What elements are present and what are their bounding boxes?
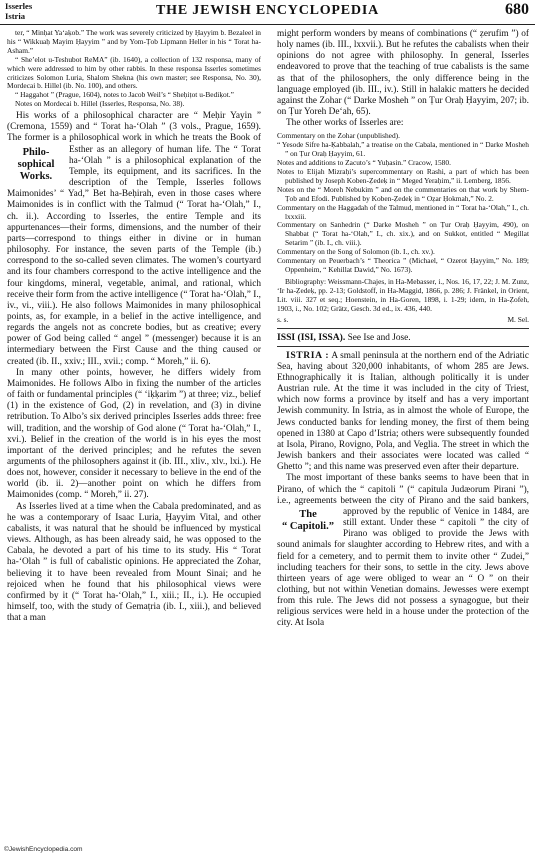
works-list [277, 132, 529, 275]
journal-title: THE JEWISH ENCYCLOPEDIA [156, 3, 379, 18]
signature-initials: s. s. [277, 314, 289, 324]
list-item: Commentary on the Haggadah of the Talmud, mentioned in “ Torat ha-‘Olah,” I., ch. lxxxiii. [277, 202, 529, 221]
bibliography-text: Bibliography: Weissmann-Chajes, in Ha-Mebasser, i., Nos. 16, 17, 22; J. M. Zunz, ‘Ir ha-Ẓedeḳ, pp. 2-13; Goldstoff, in Ha-Maggid, 1866, p. 286; J. Fränkel, in Orient, Lit. viii. 327 et seq.; Hoenstein, in Ha-Goren, 1898, i. 1-29; idem, in Ha-Ẓofeh, 1903, i., No. 102; Grätz, Gesch. 3d ed., ix. 436, 440. [277, 276, 529, 313]
signature-author: M. Sel. [507, 314, 529, 324]
note-line: ter, “ Minḥat Ya‘aḳob.” The work was severely criticized by Ḥayyim b. Bezaleel in his “ Wikkuaḥ Mayim Ḥayyim ” and by Yom-Ṭob Lipmann Heller in his “ Torat ha-Asham.” [7, 28, 261, 55]
running-head-line-2: Istria [5, 11, 26, 21]
list-item: Commentary on the Song of Solomon (ib. I., ch. xv.). [277, 247, 435, 257]
list-item: Commentary on the Zohar (unpublished). [277, 131, 400, 141]
note-line: Notes on Mordecai b. Hillel (Isserles, Responsa, No. 38). [15, 99, 185, 109]
body-text [277, 29, 529, 129]
paragraph [277, 473, 529, 629]
article-divider [277, 346, 529, 347]
paragraph: As Isserles lived at a time when the Cabala predominated, and as he was a contemporary of Isaac Luria, Ḥayyim Vital, and other cabalists, it was natural that he should be influenced by mystical views. Although, as has been already said, he was opposed to the Cabala, he devoted a part of his time to its study. His “ Torat ha-‘Olah ” is full of cabalistic opinions. He appreciated the Zohar, believing it to have been revealed from Mount Sinai; and he rejoiced when he found that his philosophical views were confirmed by it (“ Torat ha-‘Olah,” I., xiii.; II., i.). He occupied himself, too, with the study of Gemaṭria (ib. I., xiii.), and believed that a man [7, 501, 261, 624]
right-column [277, 29, 529, 630]
list-item: Commentary on Peuerbach’s “ Theorica ” (Michael, “ Ozerot Ḥayyim,” No. 189; Oppenheim, “ Kehillat Dawid,” No. 1673). [277, 256, 529, 274]
paragraph: The other works of Isserles are: [286, 118, 404, 129]
page-header [0, 0, 535, 25]
side-heading-line: Philo- [22, 146, 50, 158]
entry-heading: ISTRIA : [286, 349, 330, 361]
bibliography [277, 278, 529, 314]
cross-reference-entry [277, 332, 529, 344]
author-signature [277, 315, 529, 326]
paragraph [277, 350, 529, 474]
list-item: Notes on the “ Moreh Nebukim ” and on the commentaries on that work by Shem-Ṭob and Efodi. Published by Koben-Ẓedeḳ in “ Oẓar Ḥokmah,” No. 2. [277, 184, 529, 203]
side-heading-line: sophical [17, 158, 55, 170]
body-text [7, 111, 261, 624]
side-heading [7, 147, 65, 183]
paragraph-text: allegory of human life. The “ Torat ha-‘Olah ” is a philosophical explanation of the Temple, its equipment, and its sacrifices. In the description of the Temple, Isserles follows Maimonides’ “ Yad,” Bet ha-Beḥirah, even in those cases where Maimonides is in conflict with the Talmud (“ Torat ha-‘Olah,” I., ch. ii.). According to Isserles, the entire Temple and its appurtenances—their forms, dimensions, and the number of their parts—correspond to things either in divine or in human philosophy. For instance, the seven parts of the Temple (ib.) correspond to the so-called seven climates. The women’s courtyard and its four chambers correspond to the active intelligence and the four kingdoms, mineral, vegetable, animal, and rational, which receive their form from the active intelligence (“ Torat ha-‘Olah,” I., iv., vi., viii.). He also follows Maimonides in many philosophical points, as, for example, in a belief in the active intelligence, and regards the angels not as concrete bodies, but as creative; every power of God being called “ angel ” (messenger) because it is an intermediary between the First Cause and the thing caused or created (ib. II., xxiv.; III., xvii.; comp. “ Moreh,” ii. 6). [7, 144, 261, 367]
paragraph [7, 111, 261, 368]
note-line: “ She’elot u-Teshubot ReMA” (ib. 1640), a collection of 132 responsa, many of which were addressed to him by other rabbis. In these responsa Isserles sometimes criticizes Solomon Luria, Shalom Shekna (his own master; see Responsa, No. 30), Mordecai b. Hillel (ib. No. 100), and others. [7, 54, 261, 91]
paragraph: might perform wonders by means of combinations (“ ẓerufim ”) of holy names (ib. III., lxxvii.). But he refutes the cabalists when their opinions do not agree with philosophy. In general, Isserles endeavored to prove that the teaching of true cabalists is the same as that of the philosophers, the only difference being in the language employed (ib. III., iv.). Still in halakic matters he decided against the Zohar (“ Darke Mosheh ” on Ṭur Oraḥ Ḥayyim, 207; ib. on Ṭur Yoreh De‘ah, 65). [277, 29, 529, 118]
paragraph-text: by the republic of Venice in 1484, are still extant. Under these “ capitoli ” the city of Pirano was obliged to provide the Jews with sound animals for slaughter according to Hebrew rites, and with a field for a cemetery, and to permit them to invite other “ Zudei,” including teachers for their sons, to settle in the city. Jews above thirteen years of age were obliged to wear an “ O ” on their clothing, but not within Venetian domains. Jewesses were exempt from this rule. The Jews did not possess a synagogue, but their religious services were held in a house under the protection of the city. At Isola [277, 506, 529, 629]
side-heading-line: Works. [19, 170, 53, 182]
side-heading-line: The [299, 508, 317, 520]
entry-text: See Ise and Jose. [347, 332, 411, 343]
paragraph-text: A small peninsula at the northern end of the Adriatic Sea, having about 320,000 inhabitants, of whom 285 are Jews. Ethnographically it is Italian, although politically it is under Austrian rule. At the time it was included in the city of Triest, which now forms a province by itself and has a very important Jewish community. In Istria, as in almost the whole of Europe, the Jews conducted banks for lending money, the first of them being opened in 1380 at Capo d’Istria; others were subsequently founded at Isola, Pirano, Rovigno, Pola, and Veglia. The street in which the Jewish bankers and their associates were located was called “ Ghetto ”; and this name was preserved even after their departure. [277, 350, 530, 473]
works-notes [7, 29, 261, 109]
left-column [7, 29, 261, 624]
site-footer: ©JewishEncyclopedia.com [4, 846, 83, 853]
entry-heading: ISSI (ISI, ISSA). [277, 331, 346, 343]
paragraph-text: The most important of these banks seems to have been that in Pirano, of which the “ capitoli ” (“ capitula Judæorum Pirani ”), i.e., agreements between the city of Pirano and the said bankers, approved [277, 473, 529, 517]
side-heading-line: “ Capitoli.” [282, 520, 334, 532]
list-item: “ Yesode Sifre ha-Ḳabbalah,” a treatise on the Cabala, mentioned in “ Darke Mosheh ” on Ṭur Oraḥ Ḥayyim, 61. [277, 140, 529, 159]
running-head-line-1: Isserles [5, 1, 33, 11]
list-item: Commentary on Sanhedrin (“ Darke Mosheh ” on Ṭur Oraḥ Ḥayyim, 490), on Shabbat (“ Torat ha-‘Olah,” I., ch. xix.), and on Sukkot, entitled “ Megillat Setarim ” (ib. I., ch. viii.). [277, 220, 529, 248]
article-istria [277, 350, 529, 630]
page-number: 680 [505, 1, 529, 18]
paragraph-text: His works of a philosophical character are “ Meḥir Yayin ” (Cremona, 1559) and “ Torat ha-‘Olah ” (3 vols., Prague, 1659). The former is a philosophical work in which he treats the Book of Esther as an [7, 111, 261, 155]
article-divider [277, 328, 529, 329]
entry [277, 332, 529, 344]
paragraph: In many other points, however, he differs widely from Maimonides. He follows Albo in fixing the number of the articles of faith or fundamental principles (“ ‘iḳḳarim ”) at three; viz., belief (1) in the existence of God, (2) in revelation, and (3) in divine retribution. To Albo’s six derived principles Isserles adds three: free will, tradition, and the worship of God alone (“ Torat ha-‘Olah,” I., xvi.). Belief in the creation of the world is in his eyes the most important of the derived principles; and he refutes the seven arguments of the philosophers against it (ib. III., xliv., xlv., lxi.). He does not, however, consider it necessary to believe in the end of the world (ib. ii. 2)—another point on which he differs from Maimonides (comp. “ Moreh,” ii. 27). [7, 367, 261, 501]
side-heading [277, 509, 339, 533]
list-item: Notes to Elijah Mizraḥi’s supercommentary on Rashi, a part of which has been published by Joseph Koben-Ẓedeḳ in “ Meged Yeraḥim,” ii. Lemberg, 1856. [277, 167, 529, 185]
note-line: “ Haggahot ” (Prague, 1604), notes to Jacob Weil’s “ Sheḥiṭot u-Bediḳot.” [15, 90, 234, 100]
list-item: Notes and additions to Zacuto’s “ Yuḥasin.” Cracow, 1580. [277, 158, 451, 168]
